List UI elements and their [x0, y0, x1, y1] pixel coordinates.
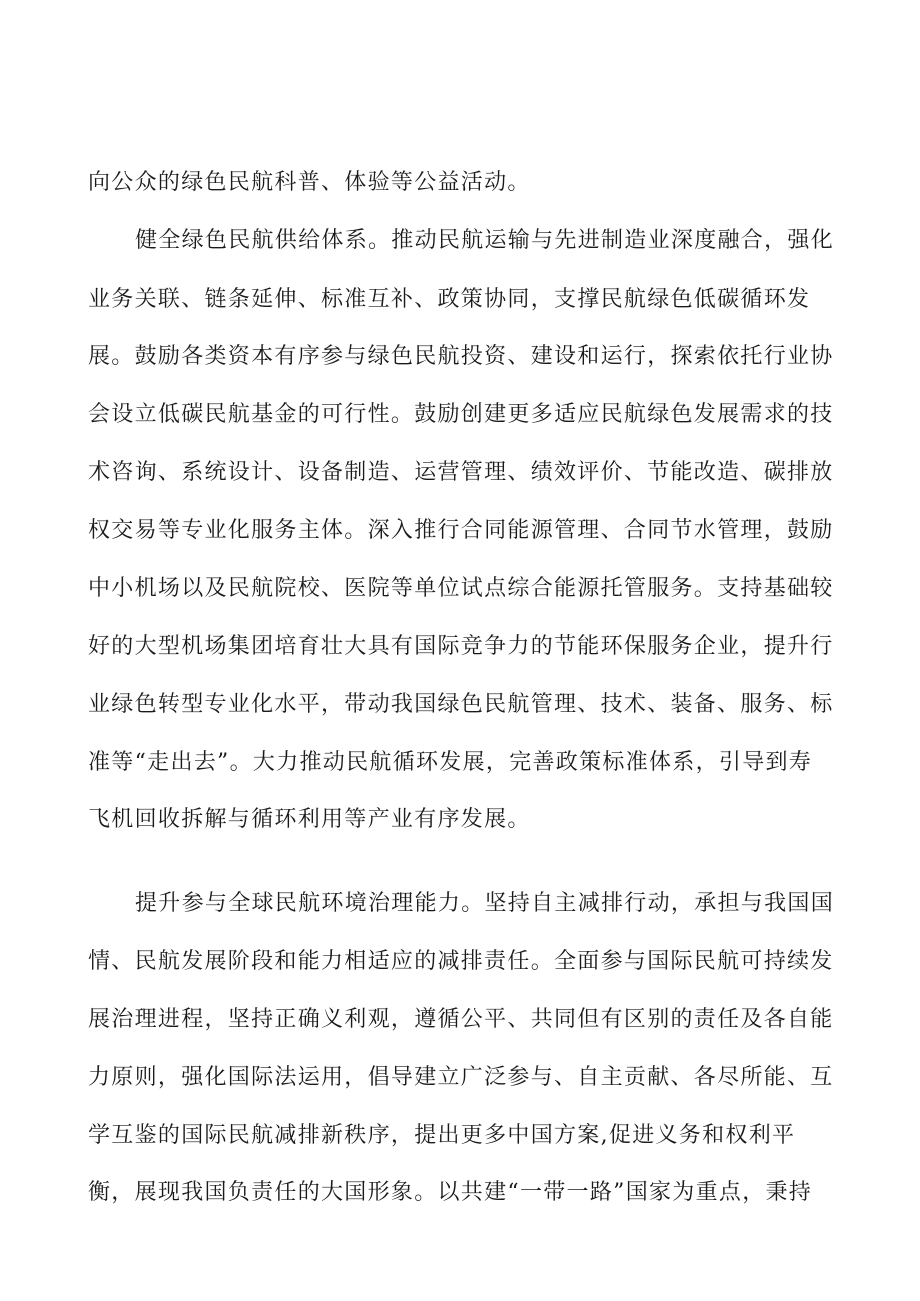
- paragraph-2-line-6: 权交易等专业化服务主体。深入推行合同能源管理、合同节水管理，鼓励: [88, 518, 834, 543]
- paragraph-3-line-1: 提升参与全球民航环境治理能力。坚持自主减排行动，承担与我国国: [135, 891, 835, 916]
- paragraph-2-line-5: 术咨询、系统设计、设备制造、运营管理、绩效评价、节能改造、碳排放: [88, 460, 834, 485]
- paragraph-2-line-1: 健全绿色民航供给体系。推动民航运输与先进制造业深度融合，强化: [135, 228, 835, 253]
- paragraph-3-line-2: 情、民航发展阶段和能力相适应的减排责任。全面参与国际民航可持续发: [88, 949, 834, 974]
- paragraph-2-line-10: 准等“走出去”。大力推动民航循环发展，完善政策标准体系，引导到寿: [88, 750, 813, 775]
- paragraph-2-line-7: 中小机场以及民航院校、医院等单位试点综合能源托管服务。支持基础较: [88, 576, 834, 601]
- paragraph-2-line-4: 会设立低碳民航基金的可行性。鼓励创建更多适应民航绿色发展需求的技: [88, 402, 834, 427]
- paragraph-2-line-9: 业绿色转型专业化水平，带动我国绿色民航管理、技术、装备、服务、标: [88, 692, 834, 717]
- paragraph-2-line-8: 好的大型机场集团培育壮大具有国际竞争力的节能环保服务企业，提升行: [88, 634, 834, 659]
- paragraph-2-line-3: 展。鼓励各类资本有序参与绿色民航投资、建设和运行，探索依托行业协: [88, 344, 834, 369]
- paragraph-2-line-11: 飞机回收拆解与循环利用等产业有序发展。: [88, 807, 531, 832]
- paragraph-1-line-1: 向公众的绿色民航科普、体验等公益活动。: [88, 170, 531, 195]
- paragraph-3-line-6: 衡，展现我国负责任的大国形象。以共建“一带一路”国家为重点，秉持: [88, 1180, 813, 1205]
- paragraph-2-line-2: 业务关联、链条延伸、标准互补、政策协同，支撑民航绿色低碳循环发: [88, 287, 811, 312]
- paragraph-3-line-3: 展治理进程，坚持正确义利观，遵循公平、共同但有区别的责任及各自能: [88, 1007, 834, 1032]
- paragraph-3-line-4: 力原则，强化国际法运用，倡导建立广泛参与、自主贡献、各尽所能、互: [88, 1065, 834, 1090]
- paragraph-3-line-5: 学互鉴的国际民航减排新秩序，提出更多中国方案,促进义务和权利平: [88, 1123, 796, 1148]
